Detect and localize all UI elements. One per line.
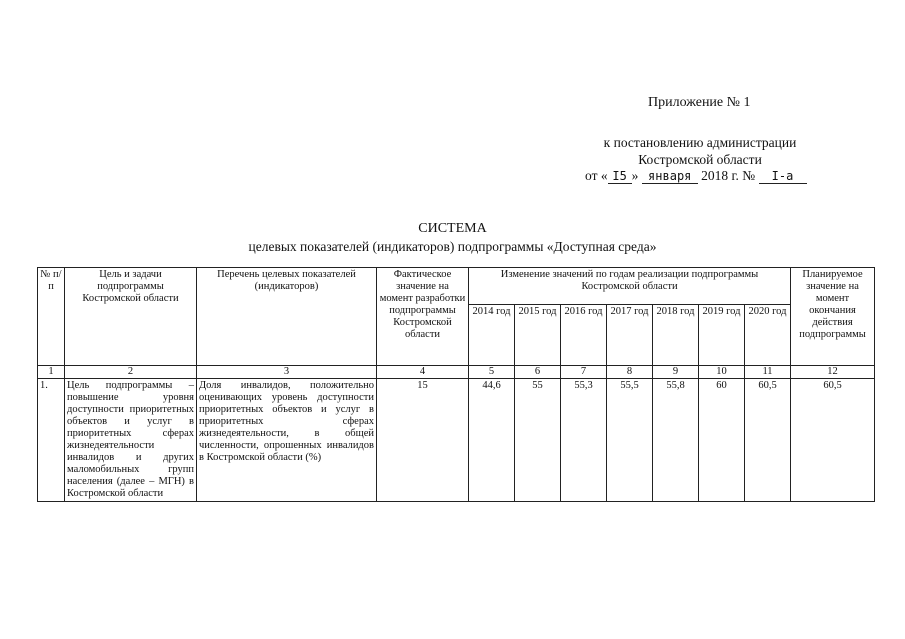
decree-date-line (585, 168, 807, 184)
column-number: 7 (561, 366, 607, 379)
column-number: 10 (699, 366, 745, 379)
date-mid: » (631, 168, 639, 183)
row-value-2014: 44,6 (469, 379, 515, 502)
column-number: 11 (745, 366, 791, 379)
header-year-2019: 2019 год (699, 305, 745, 366)
header-year-2018: 2018 год (653, 305, 699, 366)
row-value-2018: 55,8 (653, 379, 699, 502)
decree-reference (540, 134, 860, 168)
date-prefix: от « (585, 168, 608, 183)
column-number: 4 (377, 366, 469, 379)
row-planned-value: 60,5 (791, 379, 875, 502)
date-month: января (642, 169, 698, 184)
decree-number: I-a (759, 169, 807, 184)
column-numbers-row (38, 366, 875, 379)
row-num: 1. (38, 379, 65, 502)
column-number: 8 (607, 366, 653, 379)
page-title: СИСТЕМА (418, 221, 487, 236)
header-year-2020: 2020 год (745, 305, 791, 366)
header-year-2016: 2016 год (561, 305, 607, 366)
row-goal: Цель подпрограммы – повышение уровня доступности приоритетных объектов и услуг в приоритетных сферах жизнедеятельности инвалидов и других маломобильных групп населения (далее – МГН) в Костромской области (65, 379, 197, 502)
column-number: 3 (197, 366, 377, 379)
column-number: 6 (515, 366, 561, 379)
header-changes: Изменение значений по годам реализации подпрограммы Костромской области (469, 268, 791, 305)
header-num: № п/п (38, 268, 65, 366)
header-year-2015: 2015 год (515, 305, 561, 366)
header-goal: Цель и задачи подпрограммы Костромской области (65, 268, 197, 366)
page-subtitle: целевых показателей (индикаторов) подпрограммы «Доступная среда» (248, 239, 657, 254)
date-day: I5 (608, 169, 632, 184)
header-planned: Планируемое значение на момент окончания действия подпрограммы (791, 268, 875, 366)
column-number: 12 (791, 366, 875, 379)
indicators-table (37, 267, 875, 502)
row-value-2015: 55 (515, 379, 561, 502)
header-indicators: Перечень целевых показателей (индикаторов) (197, 268, 377, 366)
row-value-2020: 60,5 (745, 379, 791, 502)
column-number: 1 (38, 366, 65, 379)
decree-line-2: Костромской области (638, 152, 762, 167)
column-number: 2 (65, 366, 197, 379)
table-row (38, 379, 875, 502)
decree-line-1: к постановлению администрации (603, 135, 797, 150)
header-year-2014: 2014 год (469, 305, 515, 366)
row-value-2017: 55,5 (607, 379, 653, 502)
date-year: 2018 г. № (701, 168, 756, 183)
row-value-2016: 55,3 (561, 379, 607, 502)
header-actual: Фактическое значение на момент разработки подпрограммы Костромской области (377, 268, 469, 366)
appendix-label: Приложение № 1 (648, 95, 751, 110)
column-number: 5 (469, 366, 515, 379)
header-year-2017: 2017 год (607, 305, 653, 366)
row-actual-value: 15 (377, 379, 469, 502)
row-value-2019: 60 (699, 379, 745, 502)
row-indicator: Доля инвалидов, положительно оценивающих уровень доступности приоритетных объектов и услуг в приоритетных сферах жизнедеятельности, в общей численности, опрошенных инвалидов в Костромской области (%) (197, 379, 377, 502)
column-number: 9 (653, 366, 699, 379)
